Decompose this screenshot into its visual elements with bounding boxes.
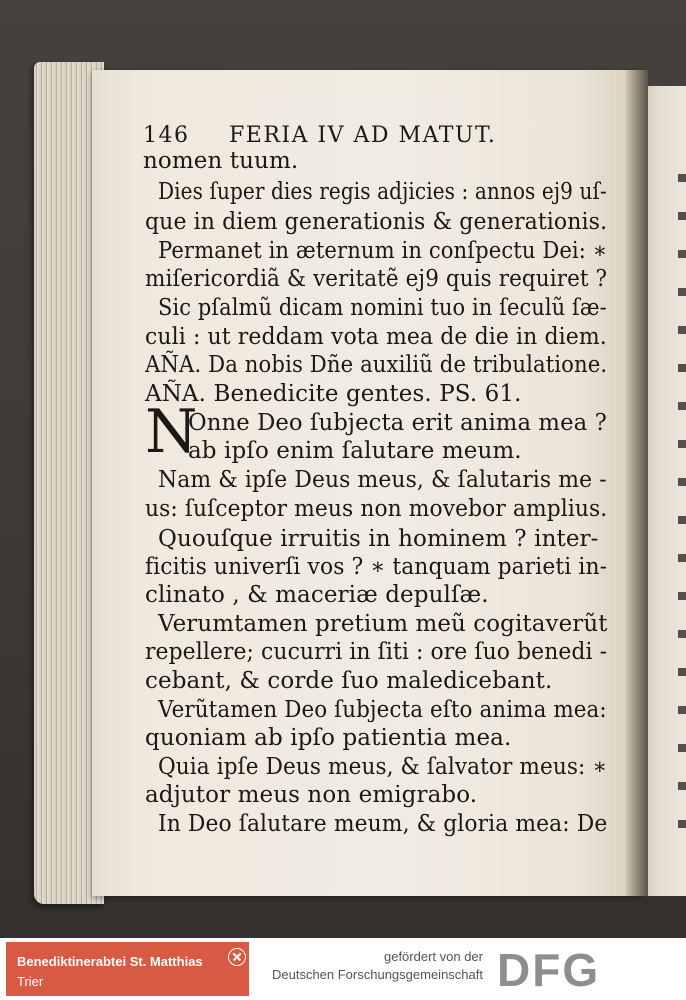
- text-line: Verũtamen Deo ſubjecta eſto anima mea:: [158, 697, 607, 723]
- institution-name: Benediktinerabtei St. Matthias: [17, 954, 203, 969]
- institution-logo-icon: [228, 948, 246, 966]
- text-line: us: ſuſceptor meus non movebor amplius.: [145, 496, 608, 522]
- text-line: repellere; cucurri in ſiti : ore ſuo benedi -: [145, 639, 608, 665]
- text-line: miſericordiã & veritatẽ ej9 quis requiret ?: [145, 266, 608, 292]
- text-line: quoniam ab ipſo patientia mea.: [145, 725, 512, 751]
- text-line: ficitis univerſi vos ? ∗ tanquam parieti in-: [145, 554, 608, 580]
- text-line: adjutor meus non emigrabo.: [145, 782, 478, 808]
- antiphon-line: AÑA. Da nobis Dñe auxiliũ de tribulatione.: [145, 352, 608, 378]
- text-line: que in diem generationis & generationis.: [145, 209, 608, 235]
- text-line: cebant, & corde ſuo maledicebant.: [145, 668, 553, 694]
- dfg-logo-text: DFG: [497, 944, 601, 994]
- facing-page-text-edge: [678, 150, 686, 850]
- footer-bar: [0, 938, 686, 1000]
- text-line: Nam & ipſe Deus meus, & ſalutaris me -: [158, 467, 607, 493]
- text-line: Sic pſalmũ dicam nomini tuo in ſeculũ ſæ-: [158, 295, 607, 321]
- text-line: Verumtamen pretium meũ cogitaverũt: [158, 611, 608, 637]
- text-line: nomen tuum.: [143, 148, 299, 174]
- text-line: In Deo ſalutare meum, & gloria mea: De: [158, 811, 608, 837]
- text-line: ab ipſo enim ſalutare meum.: [188, 438, 522, 464]
- text-line: Quouſque irruitis in hominem ? inter-: [158, 526, 599, 552]
- text-line: Dies ſuper dies regis adjicies : annos ej9 uſ-: [158, 179, 607, 205]
- drop-cap: N: [145, 397, 198, 467]
- book-gutter: [626, 70, 648, 896]
- funding-line-1: gefördert von der: [383, 949, 483, 964]
- text-line: Onne Deo ſubjecta erit anima mea ?: [188, 410, 607, 436]
- institution-box[interactable]: [6, 942, 249, 996]
- dfg-logo[interactable]: [493, 944, 681, 994]
- text-line: clinato , & maceriæ depulſæ.: [145, 582, 489, 608]
- text-line: culi : ut reddam vota mea de die in diem.: [145, 324, 607, 350]
- page-number: 146: [143, 123, 190, 148]
- running-head: FERIA IV AD MATUT.: [229, 123, 497, 148]
- funding-line-2: Deutschen Forschungsgemeinschaft: [271, 967, 483, 982]
- text-line: Permanet in æternum in conſpectu Dei: ∗: [158, 238, 608, 264]
- text-line: Quia ipſe Deus meus, & ſalvator meus: ∗: [158, 754, 608, 780]
- institution-city: Trier: [17, 974, 44, 989]
- antiphon-line: AÑA. Benedicite gentes. PS. 61.: [145, 381, 522, 407]
